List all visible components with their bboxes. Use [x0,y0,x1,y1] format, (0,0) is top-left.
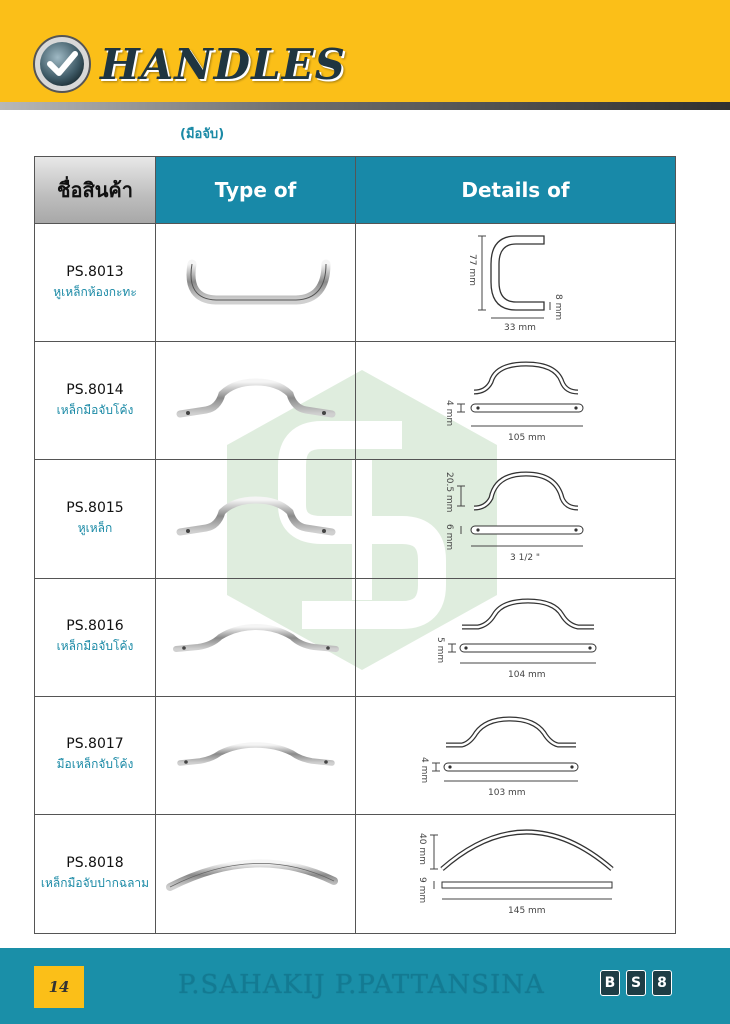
dimension-label: 3 1/2 " [510,553,541,564]
table-row [35,579,675,697]
product-name-thai: เหล็กมือจับโค้ง [56,639,134,654]
dimension-label: 77 mm [467,254,477,286]
product-name-cell [35,224,156,341]
dimension-label: 4 mm [444,400,454,427]
dimension-label: 9 mm [417,876,427,904]
product-table [34,156,676,934]
brand-logo-icon: B [600,970,620,996]
product-code: PS.8018 [66,855,124,872]
product-photo-cell [156,460,356,577]
page-subtitle: (มือจับ) [180,127,225,142]
product-name-cell [35,342,156,459]
product-code: PS.8013 [66,263,124,280]
dimension-label: 40 mm [417,832,427,865]
product-name-cell [35,579,156,696]
dimension-label: 8 mm [553,294,563,321]
curved-handle-drawing-icon [356,697,676,815]
product-code: PS.8015 [66,499,124,516]
curved-handle-photo-icon [156,342,356,460]
technical-drawing-cell [356,697,675,814]
product-photo-cell [156,815,356,933]
dimension-label: 104 mm [508,669,546,680]
product-photo-cell [156,697,356,814]
brand-logos [600,970,672,996]
product-name-cell [35,697,156,814]
arched-handle-drawing-icon [356,815,676,933]
product-code: PS.8017 [66,736,124,753]
technical-drawing-cell [356,224,675,341]
u-handle-photo-icon [156,224,356,342]
technical-drawing-cell [356,460,675,577]
dimension-label: 105 mm [508,433,546,444]
product-code: PS.8016 [66,618,124,635]
dimension-label: 20.5 mm [444,472,454,513]
product-name-thai: หูเหล็กห้องกะทะ [53,284,137,299]
product-photo-cell [156,579,356,696]
product-photo-cell [156,224,356,341]
brand-logo-icon: S [626,970,646,996]
product-name-thai: หูเหล็ก [77,520,113,535]
page-title: HANDLES [100,40,346,89]
product-photo-cell [156,342,356,459]
technical-drawing-cell [356,342,675,459]
header-stripe [0,102,730,110]
product-code: PS.8014 [66,381,124,398]
table-header [35,157,675,224]
table-row [35,697,675,815]
dimension-label: 4 mm [419,756,429,783]
curved-handle-drawing-icon [356,460,676,578]
technical-drawing-cell [356,815,675,933]
product-name-thai: เหล็กมือจับปากฉลาม [40,876,150,891]
dimension-label: 5 mm [435,636,445,663]
dimension-label: 33 mm [504,323,536,333]
page-number: 14 [48,978,70,996]
curved-handle-photo-icon [156,579,356,697]
product-name-thai: เหล็กมือจับโค้ง [56,402,134,417]
header-details: Details of [356,157,675,223]
brand-logo-icon: 8 [652,970,672,996]
curved-handle-photo-icon [156,697,356,815]
arched-handle-photo-icon [156,815,356,933]
curved-handle-drawing-icon [356,579,676,697]
product-name-cell [35,460,156,577]
table-row [35,460,675,578]
dimension-label: 6 mm [444,524,454,551]
header-type: Type of [156,157,356,223]
checkmark-badge-icon [32,34,92,94]
curved-handle-photo-icon [156,460,356,578]
table-row [35,224,675,342]
product-name-cell [35,815,156,933]
dimension-label: 145 mm [508,905,546,916]
company-name: P.SAHAKIJ P.PATTANSINA [178,970,545,1000]
u-handle-drawing-icon [356,224,676,342]
dimension-label: 103 mm [488,787,526,798]
product-name-thai: มือเหล็กจับโค้ง [56,757,134,772]
header-product-name: ชื่อสินค้า [35,157,156,223]
table-row [35,815,675,933]
table-row [35,342,675,460]
technical-drawing-cell [356,579,675,696]
curved-handle-drawing-icon [356,342,676,460]
page-number-box [34,966,84,1008]
